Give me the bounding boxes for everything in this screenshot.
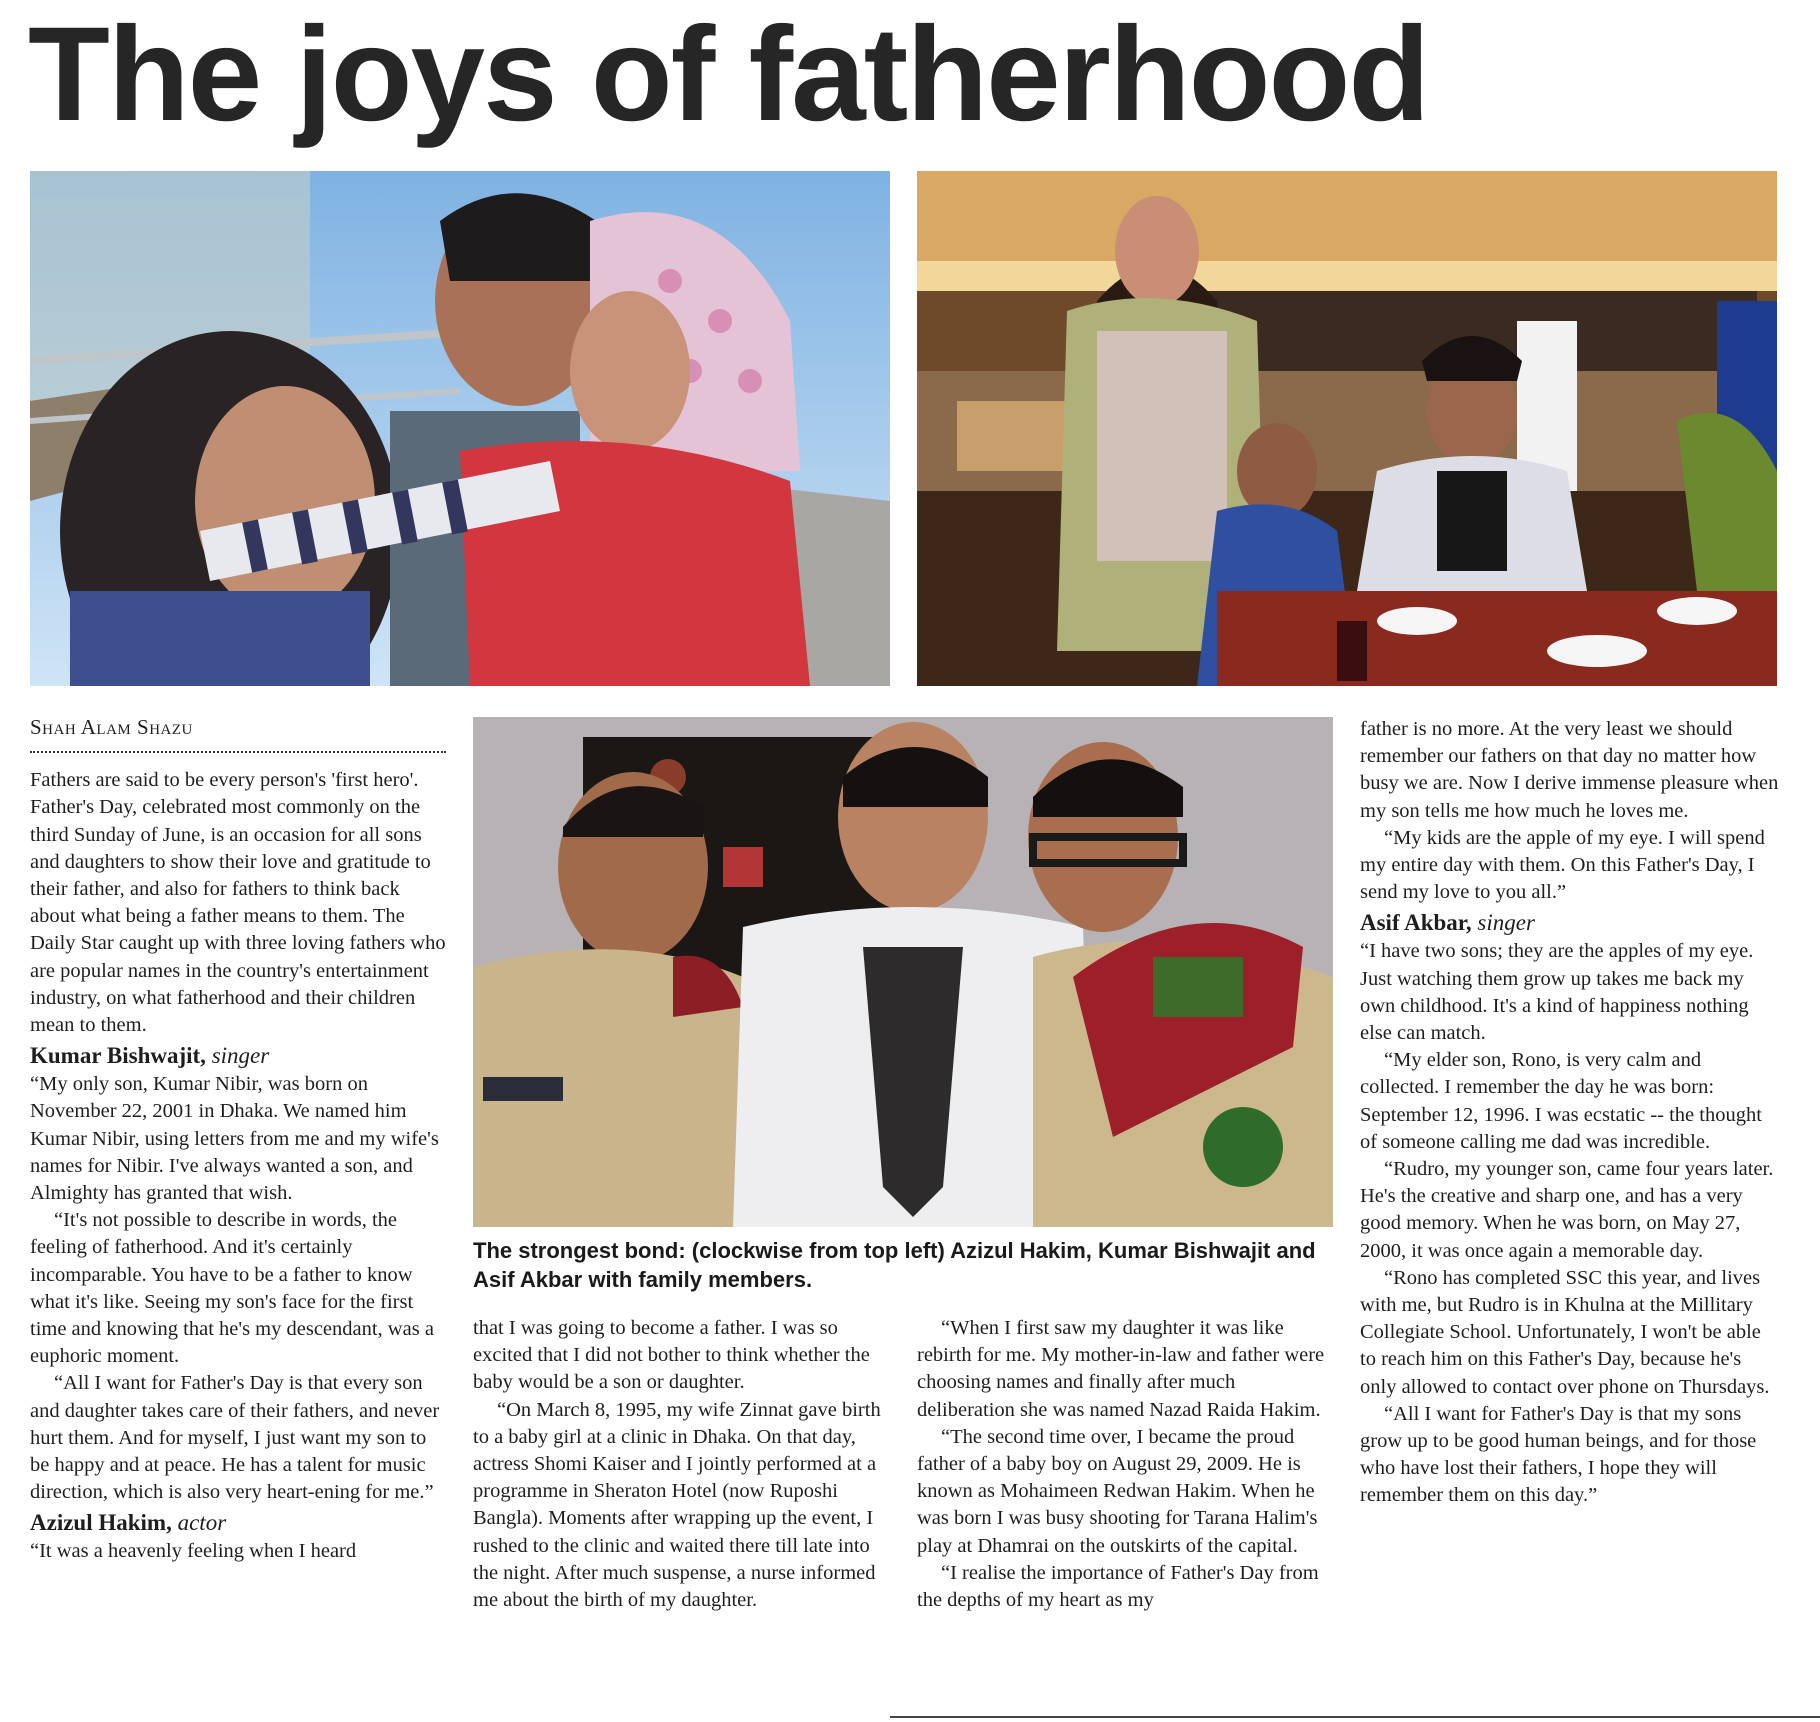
speaker-kumar-bishwajit [30,1041,446,1071]
bottom-rule [890,1716,1820,1718]
paragraph: that I was going to become a father. I was so excited that I did not bother to think whether the baby would be a son or daughter. [473,1317,870,1394]
byline-divider [30,751,446,753]
speaker-name: Kumar Bishwajit, [30,1043,206,1069]
paragraph: “When I first saw my daughter it was like rebirth for me. My mother-in-law and father were choosing names and finally after much deliberation she was named Nazad Raida Hakim. [917,1317,1325,1421]
paragraph: “My kids are the apple of my eye. I will spend my entire day with them. On this Father's Day, I send my love to you all.” [1360,826,1765,904]
speaker-role: singer [1477,910,1535,936]
paragraph: “I have two sons; they are the apples of my eye. Just watching them grow up takes me back my own childhood. It's a kind of happiness nothing else can match. [1360,940,1754,1045]
paragraph: “I realise the importance of Father's Day from the depths of my heart as my [917,1561,1319,1612]
photo-family-restaurant-image [917,171,1777,686]
byline: Shah Alam Shazu [30,715,193,739]
speaker-role: singer [211,1043,270,1069]
photo-father-sons [473,717,1333,1227]
paragraph: “Rudro, my younger son, came four years later. He's the creative and sharp one, and has a very good memory. When he was born, on May 27, 2000, it was once again a memorable day. [1360,1158,1774,1262]
paragraph: “It's not possible to describe in words, the feeling of fatherhood. And it's certainly incomparable. You have to be a father to know what it's like. Seeing my son's face for the first time and knowing that he's my descendant, was a euphoric moment. [30,1209,434,1368]
column-2 [473,1315,893,1614]
speaker-name: Asif Akbar, [1360,910,1472,936]
speaker-name: Azizul Hakim, [30,1510,172,1536]
paragraph: father is no more. At the very least we should remember our fathers on that day no matter how busy we are. Now I derive immense pleasure when my son tells me how much he loves me. [1360,718,1779,822]
photo-family-outdoor-image [30,171,890,686]
column-4 [1360,716,1780,1510]
speaker-asif-akbar [1360,908,1780,938]
photo-family-restaurant [917,171,1777,686]
speaker-azizul-hakim [30,1508,446,1538]
photo-caption: The strongest bond: (clockwise from top left) Azizul Hakim, Kumar Bishwajit and Asif Akbar with family members. [473,1238,1316,1292]
column-1 [30,714,446,1566]
paragraph: “My elder son, Rono, is very calm and collected. I remember the day he was born: September 12, 1996. I was ecstatic -- the thought of someone calling me dad was incredible. [1360,1049,1762,1153]
column-3 [917,1315,1337,1614]
paragraph: “My only son, Kumar Nibir, was born on November 22, 2001 in Dhaka. We named him Kumar Nibir, using letters from me and my wife's names for Nibir. I've always wanted a son, and Almighty has granted that wish. [30,1073,439,1205]
paragraph: “It was a heavenly feeling when I heard [30,1540,357,1563]
speaker-role: actor [177,1510,227,1536]
paragraph: “All I want for Father's Day is that my sons grow up to be good human beings, and for those who have lost their fathers, I hope they will remember them on this day.” [1360,1402,1757,1507]
headline: The joys of fatherhood [28,0,1429,149]
intro-paragraph: Fathers are said to be every person's 'first hero'. Father's Day, celebrated most commonly on the third Sunday of June, is an occasion for all sons and daughters to show their love and gratitude to their father, and also for fathers to think back about what being a father means to them. The Daily Star caught up with three loving fathers who are popular names in the country's entertainment industry, on what fatherhood and their children mean to them. [30,769,446,1037]
photo-father-sons-image [473,717,1333,1227]
paragraph: “All I want for Father's Day is that every son and daughter takes care of their fathers, and never hurt them. And for myself, I just want my son to be happy and at peace. He has a talent for music direction, which is also very heart-ening for me.” [30,1372,440,1504]
paragraph: “Rono has completed SSC this year, and lives with me, but Rudro is in Khulna at the Millitary Collegiate School. Unfortunately, I won't be able to reach him on this Father's Day, because he's only allowed to contact over phone on Thursdays. [1360,1266,1770,1398]
paragraph: “The second time over, I became the proud father of a baby boy on August 29, 2009. He is known as Mohaimeen Redwan Hakim. When he was born I was busy shooting for Tarana Halim's play at Dhamrai on the outskirts of the capital. [917,1425,1318,1557]
photo-family-outdoor [30,171,890,686]
paragraph: “On March 8, 1995, my wife Zinnat gave birth to a baby girl at a clinic in Dhaka. On that day, actress Shomi Kaiser and I jointly performed at a programme in Sheraton Hotel (now Ruposhi Bangla). Moments after wrapping up the event, I rushed to the clinic and waited there till late into the night. After much suspense, a nurse informed me about the birth of my daughter. [473,1398,881,1612]
